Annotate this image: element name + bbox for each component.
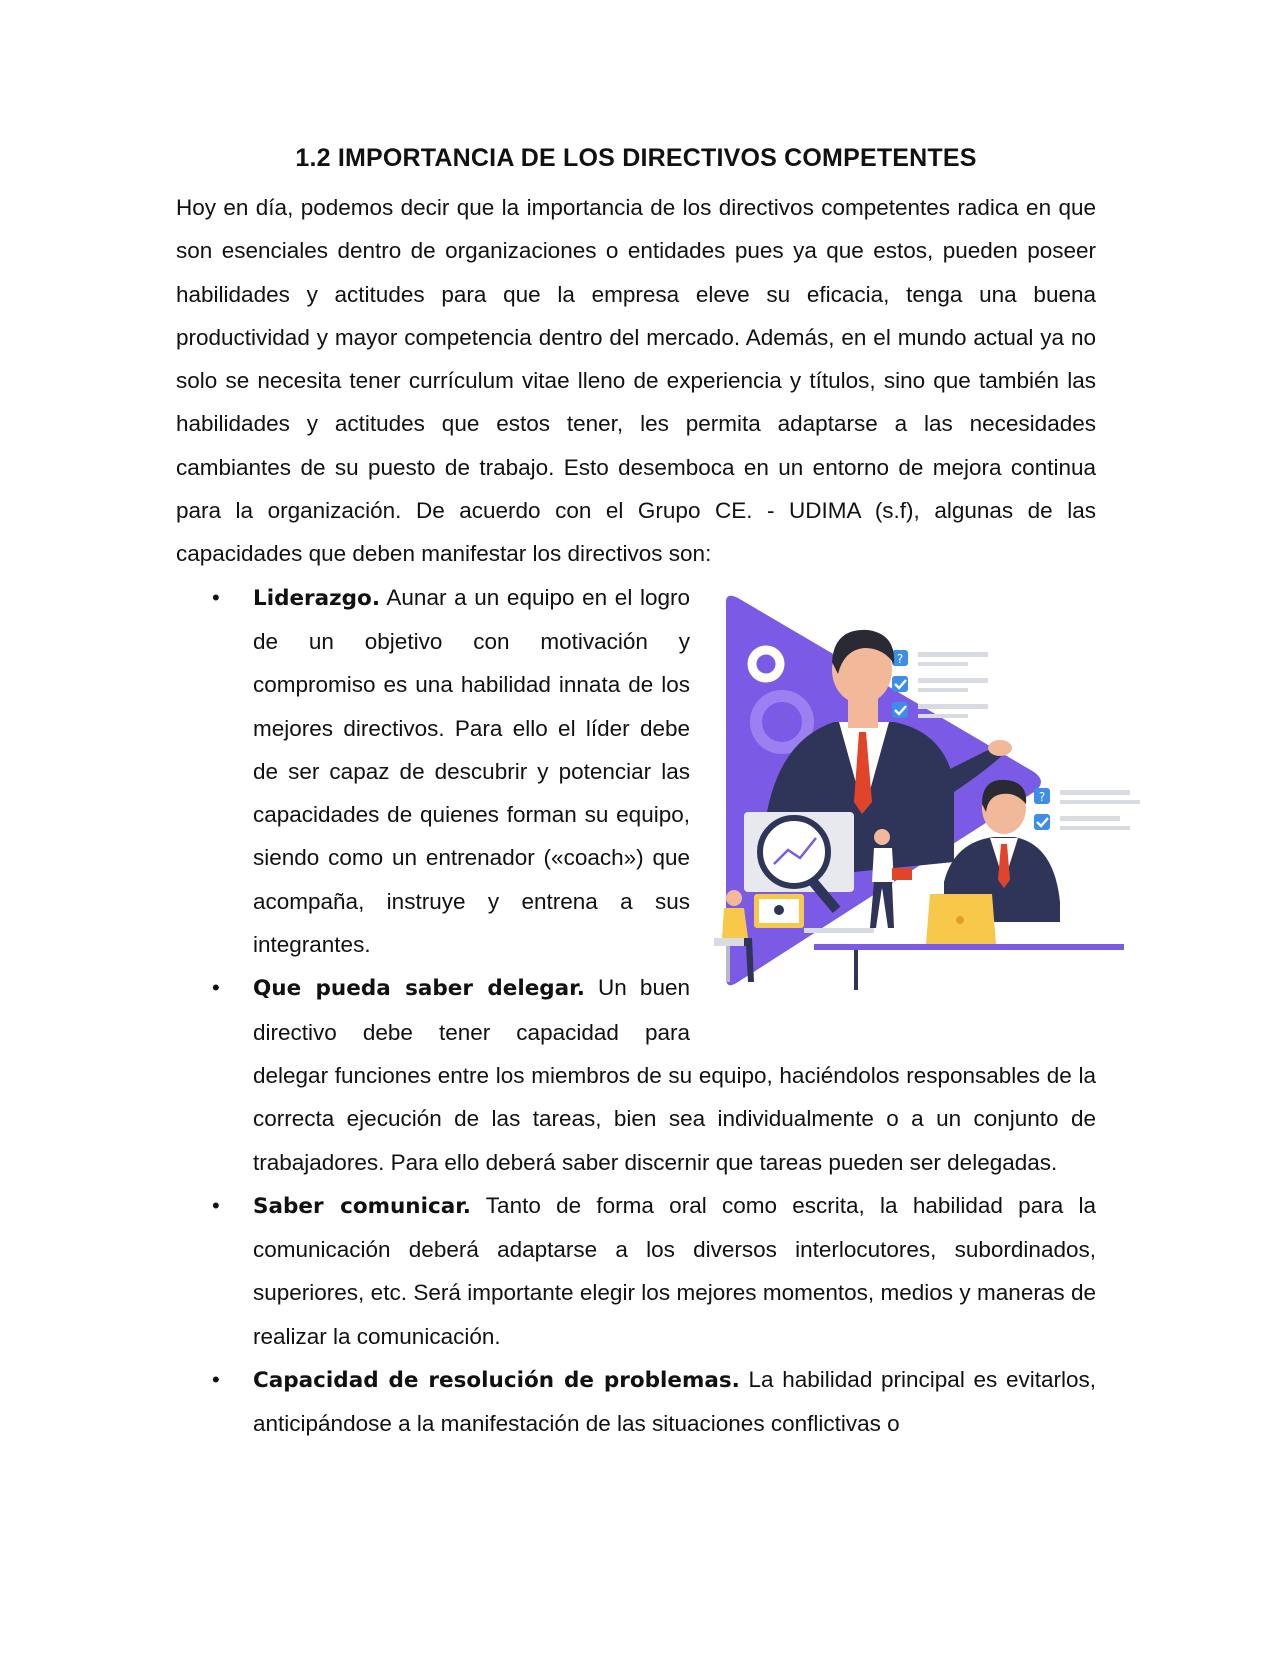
list-item-term: Saber comunicar. — [253, 1193, 471, 1219]
list-item-term: Capacidad de resolución de problemas. — [253, 1368, 740, 1394]
section-title: 1.2 IMPORTANCIA DE LOS DIRECTIVOS COMPETENTES — [295, 144, 977, 172]
document-page — [176, 140, 1096, 1446]
list-item-text: Tanto de forma oral como escrita, la habilidad para la comunicación deberá adaptarse a los diversos interlocutores, subordinados, superiores, etc. Será importante elegir los mejores momentos, medios y maneras de realizar la comunicación. — [253, 1192, 1096, 1349]
bullet-glyph: • — [212, 1192, 220, 1218]
list-item — [176, 576, 1096, 967]
list-item-text: La habilidad principal es evitarlos, anticipándose a la manifestación de las situaciones conflictivas o — [253, 1367, 1096, 1437]
bullet-glyph: • — [212, 1367, 220, 1393]
question-mark-label: ? — [896, 651, 904, 666]
list-item — [176, 1358, 1096, 1446]
list-item-text: Aunar a un equipo en el logro de un objetivo con motivación y compromiso es una habilidad innata de los mejores directivos. Para ello el líder debe de ser capaz de descubrir y potenciar las capacidades de quienes forman su equipo, siendo como un entrenador («coach») que acompaña, instruye y entrena a sus integrantes. — [253, 584, 690, 958]
question-mark-label: ? — [1038, 789, 1046, 804]
list-item-term: Que pueda saber delegar. — [253, 976, 585, 1002]
intro-paragraph: Hoy en día, podemos decir que la importancia de los directivos competentes radica en que son esenciales dentro de organizaciones o entidades pues ya que estos, pueden poseer habilidades y actitudes para que la empresa eleve su eficacia, tenga una buena productividad y mayor competencia dentro del mercado. Además, en el mundo actual ya no solo se necesita tener currículum vitae lleno de experiencia y títulos, sino que también las habilidades y actitudes que estos tener, les permita adaptarse a las necesidades cambiantes de su puesto de trabajo. Esto desemboca en un entorno de mejora continua para la organización. De acuerdo con el Grupo CE. - UDIMA (s.f), algunas de las capacidades que deben manifestar los directivos son: — [176, 195, 1096, 567]
bullet-glyph: • — [212, 584, 220, 610]
list-item-text: Un buen directivo debe tener capacidad para delegar funciones entre los miembros de su equipo, haciéndolos responsables de la correcta ejecución de las tareas, bien sea individualmente o a un conjunto de trabajadores. Para ello deberá saber discernir que tareas pueden ser delegadas. — [253, 975, 1096, 1175]
list-item — [176, 1184, 1096, 1358]
bullet-glyph: • — [212, 975, 220, 1001]
list-item-term: Liderazgo. — [253, 585, 380, 611]
capabilities-list — [176, 576, 1096, 1446]
list-item — [176, 966, 1096, 1183]
